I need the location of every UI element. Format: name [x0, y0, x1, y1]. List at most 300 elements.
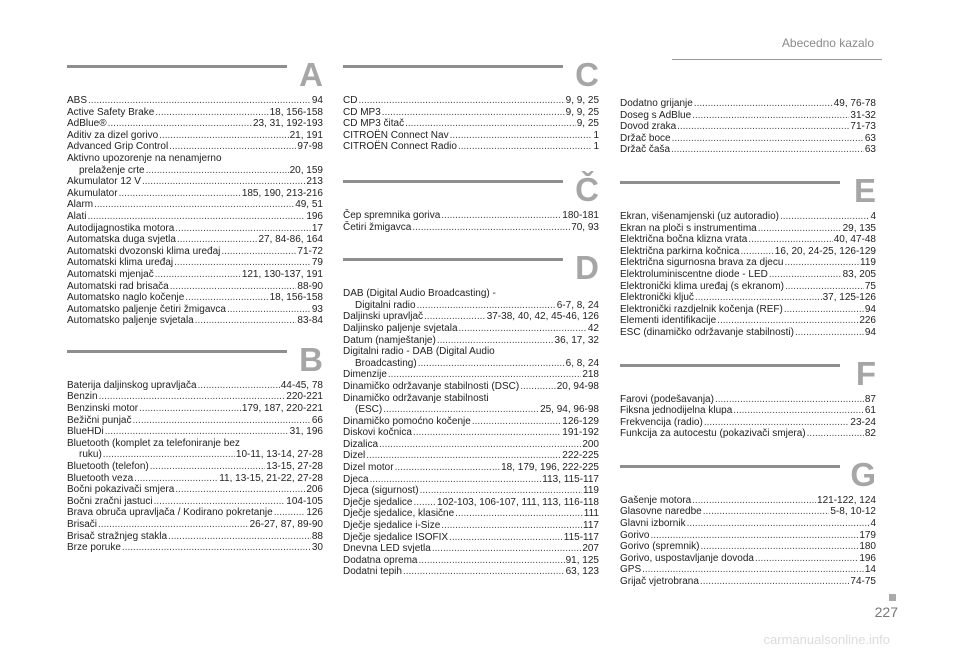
dot-leader — [358, 95, 564, 107]
index-entry[interactable] — [343, 520, 599, 532]
entry-pages[interactable]: 23, 31, 192-193 — [252, 118, 323, 130]
index-entry[interactable] — [620, 564, 876, 576]
index-entry[interactable] — [67, 130, 323, 142]
entry-pages[interactable]: 1 — [593, 129, 599, 141]
entry-term: Automatski rad brisača — [67, 280, 169, 292]
index-entry[interactable] — [343, 508, 599, 520]
index-entry[interactable] — [343, 450, 599, 462]
section-letter: A — [299, 56, 323, 93]
entry-pages[interactable]: 49, 51 — [295, 199, 323, 211]
entry-term: Dodatni tepih — [343, 566, 402, 578]
entry-pages[interactable]: 13-15, 27-28 — [266, 461, 323, 473]
index-entry[interactable] — [620, 428, 876, 440]
index-entry[interactable] — [67, 246, 323, 258]
index-entry[interactable] — [620, 518, 876, 530]
dot-leader — [99, 391, 286, 403]
entry-term: CD — [343, 95, 358, 106]
entry-pages[interactable]: 71-73 — [850, 121, 876, 133]
entry-pages[interactable]: 18, 156-158 — [269, 292, 323, 304]
dot-leader — [370, 474, 542, 486]
header-rule — [672, 59, 882, 60]
index-entry[interactable] — [620, 315, 876, 327]
entry-pages[interactable]: 97-98 — [297, 141, 323, 153]
entry-pages[interactable]: 88-90 — [297, 280, 323, 292]
dot-leader — [687, 518, 870, 530]
entry-term: Glavni izbornik — [620, 518, 686, 530]
entry-pages[interactable]: 63, 123 — [565, 566, 599, 578]
entry-term: Gašenje motora — [620, 494, 692, 506]
section-c-caron — [343, 170, 599, 233]
entry-pages[interactable]: 220-221 — [286, 391, 323, 403]
entry-term: Automatski mjenjač — [67, 268, 154, 280]
index-entry[interactable] — [343, 222, 599, 234]
index-entry[interactable] — [620, 281, 876, 293]
entry-pages[interactable]: 18, 179, 196, 222-225 — [501, 462, 599, 474]
section-rule — [620, 181, 840, 184]
index-entry-heading: DAB (Digital Audio Broadcasting) - — [343, 288, 496, 300]
index-entry[interactable] — [343, 555, 599, 567]
entry-pages[interactable]: 94 — [311, 95, 323, 106]
section-g — [620, 455, 876, 588]
entry-pages[interactable]: 104-105 — [286, 495, 323, 507]
entry-pages[interactable]: 20, 94-98 — [556, 380, 599, 392]
entry-pages[interactable]: 37, 125-126 — [822, 292, 876, 304]
entry-pages[interactable]: 36, 17, 32 — [554, 334, 599, 346]
dot-leader — [672, 133, 864, 145]
entry-term: Čep spremnika goriva — [343, 209, 441, 221]
dot-leader — [472, 416, 561, 428]
dot-leader — [715, 394, 864, 406]
index-entry[interactable] — [620, 292, 876, 304]
entry-pages[interactable]: 31, 196 — [289, 426, 323, 438]
dot-leader — [437, 335, 554, 347]
entry-pages[interactable]: 49, 76-78 — [833, 98, 876, 109]
index-entry[interactable] — [620, 553, 876, 565]
entry-pages[interactable]: 121, 130-137, 191 — [241, 268, 323, 280]
entry-pages[interactable]: 93 — [311, 303, 323, 315]
entry-term: Advanced Grip Control — [67, 141, 169, 153]
entry-pages[interactable]: 6, 8, 24 — [565, 357, 599, 369]
index-entry[interactable] — [343, 543, 599, 555]
index-entry[interactable] — [343, 404, 599, 416]
entry-term: Četiri žmigavca — [343, 221, 412, 233]
dot-leader — [175, 484, 305, 496]
entry-term: Bežični punjač — [67, 414, 132, 426]
index-entry[interactable] — [620, 417, 876, 429]
dot-leader — [146, 165, 289, 177]
entry-list — [343, 95, 599, 153]
entry-pages[interactable]: 94 — [864, 326, 876, 338]
index-entry[interactable] — [67, 281, 323, 293]
index-entry[interactable] — [67, 531, 323, 543]
entry-pages[interactable]: 11, 13-15, 21-22, 27-28 — [219, 472, 323, 484]
entry-pages[interactable]: 115-117 — [563, 531, 599, 543]
entry-pages[interactable]: 14 — [864, 564, 876, 576]
section-c — [343, 56, 599, 153]
entry-pages[interactable]: 6-7, 8, 24 — [556, 299, 599, 311]
dot-leader — [432, 543, 581, 555]
index-entry[interactable] — [620, 506, 876, 518]
entry-term: ESC (dinamičko održavanje stabilnosti) — [620, 326, 794, 338]
entry-pages[interactable]: 5-8, 10-12 — [830, 506, 876, 518]
dot-leader — [441, 520, 582, 532]
section-rule — [343, 180, 563, 183]
entry-pages[interactable]: 31-32 — [850, 109, 876, 121]
index-entry[interactable] — [620, 541, 876, 553]
page-header-title: Abecedno kazalo — [781, 36, 874, 50]
section-header — [343, 170, 599, 210]
entry-pages[interactable]: 26-27, 87, 89-90 — [249, 519, 323, 530]
entry-pages[interactable]: 9, 9, 25 — [565, 95, 599, 106]
dot-leader — [755, 553, 858, 565]
index-entry[interactable] — [67, 141, 323, 153]
entry-pages[interactable]: 1 — [593, 141, 599, 153]
dot-leader — [221, 246, 296, 258]
index-entry[interactable] — [343, 311, 599, 323]
entry-term: Električna bočna klizna vrata — [620, 234, 748, 246]
entry-pages[interactable]: 83, 205 — [842, 268, 876, 280]
entry-pages[interactable]: 70, 93 — [571, 221, 599, 233]
index-entry[interactable] — [343, 485, 599, 497]
entry-term: Dimenzije — [343, 369, 387, 381]
index-entry[interactable] — [343, 532, 599, 544]
dot-leader — [185, 292, 268, 304]
index-entry[interactable] — [67, 234, 323, 246]
index-entry[interactable] — [67, 426, 323, 438]
dot-leader — [174, 257, 311, 269]
entry-list — [620, 495, 876, 588]
index-entry[interactable] — [620, 98, 876, 110]
index-entry[interactable] — [67, 199, 323, 211]
entry-pages[interactable]: 200 — [582, 438, 599, 450]
index-entry[interactable] — [620, 269, 876, 281]
entry-term: Automatska duga svjetla — [67, 234, 176, 246]
entry-term: Djeca (sigurnost) — [343, 485, 419, 497]
index-entry[interactable] — [620, 327, 876, 339]
entry-pages[interactable]: 179, 187, 220-221 — [241, 403, 323, 415]
dot-leader — [177, 234, 258, 246]
entry-pages[interactable]: 44-45, 78 — [280, 379, 323, 391]
index-entry[interactable] — [620, 211, 876, 223]
entry-term: Funkcija za autocestu (pokazivači smjera) — [620, 428, 806, 440]
index-entry[interactable] — [67, 176, 323, 188]
index-entry[interactable] — [343, 210, 599, 222]
entry-list — [620, 98, 876, 156]
entry-pages[interactable]: 18, 156-158 — [269, 106, 323, 118]
section-header — [620, 171, 876, 211]
index-entry[interactable] — [67, 315, 323, 327]
dot-leader — [132, 415, 310, 427]
entry-pages[interactable]: 185, 190, 213-216 — [241, 187, 323, 199]
entry-term: Baterija daljinskog upravljača — [67, 379, 197, 391]
dot-leader — [671, 144, 864, 156]
entry-term: Elektronički klima uređaj (s ekranom) — [620, 280, 784, 292]
section-letter: D — [575, 249, 599, 287]
entry-pages[interactable]: 119 — [583, 485, 599, 497]
entry-list — [67, 95, 323, 327]
entry-pages[interactable]: 9, 9, 25 — [565, 106, 599, 118]
entry-pages[interactable]: 126-129 — [562, 415, 599, 427]
index-entry[interactable] — [620, 576, 876, 588]
dot-leader — [458, 141, 593, 153]
entry-pages[interactable]: 71-72 — [297, 245, 323, 257]
index-entry[interactable] — [343, 95, 599, 107]
entry-term: Dječje sjedalice — [343, 496, 413, 508]
entry-pages[interactable]: 82 — [864, 428, 876, 440]
dot-leader — [455, 508, 583, 520]
dot-leader — [424, 311, 486, 323]
entry-term: Elektronički razdjelnik kočenja (REF) — [620, 303, 783, 315]
index-entry[interactable] — [620, 133, 876, 145]
entry-pages[interactable]: 37-38, 40, 42, 45-46, 126 — [486, 311, 599, 323]
entry-pages[interactable]: 83-84 — [297, 315, 323, 327]
entry-pages[interactable]: 9, 25 — [576, 118, 599, 130]
entry-term: Datum (namještanje) — [343, 334, 436, 346]
entry-pages[interactable]: 119 — [860, 257, 876, 269]
entry-pages[interactable]: 206 — [306, 484, 323, 496]
entry-term: Dnevna LED svjetla — [343, 543, 431, 555]
watermark: carmanualsonline.info — [763, 632, 890, 647]
index-entry[interactable] — [343, 381, 599, 393]
dot-leader — [366, 450, 561, 462]
entry-pages[interactable]: 4 — [870, 210, 876, 222]
entry-term: Aditiv za dizel gorivo — [67, 129, 159, 141]
index-entry[interactable] — [67, 484, 323, 496]
dot-leader — [784, 257, 859, 269]
entry-pages[interactable]: 79 — [311, 257, 323, 269]
entry-pages[interactable]: 63 — [864, 144, 876, 156]
entry-term: Digitalni radio — [355, 299, 416, 311]
index-entry[interactable] — [67, 473, 323, 485]
index-entry[interactable] — [620, 304, 876, 316]
index-entry[interactable] — [67, 292, 323, 304]
entry-pages[interactable]: 4 — [870, 518, 876, 530]
entry-pages[interactable]: 102-103, 106-107, 111, 113, 116-118 — [437, 496, 599, 508]
index-entry[interactable] — [343, 130, 599, 142]
index-entry[interactable] — [343, 335, 599, 347]
index-entry[interactable] — [67, 304, 323, 316]
dot-leader — [395, 462, 501, 474]
index-column-2 — [343, 56, 599, 578]
entry-pages[interactable]: 213 — [306, 176, 323, 188]
index-entry[interactable] — [620, 495, 876, 507]
index-entry[interactable] — [67, 449, 323, 461]
section-rule — [620, 364, 840, 367]
entry-pages[interactable]: 126 — [306, 507, 323, 519]
entry-pages[interactable]: 179 — [859, 529, 876, 541]
index-entry[interactable] — [620, 144, 876, 156]
dot-leader — [450, 130, 593, 142]
dot-leader — [168, 531, 311, 543]
index-entry[interactable] — [67, 403, 323, 415]
entry-pages[interactable]: 61 — [864, 405, 876, 417]
index-entry[interactable] — [620, 530, 876, 542]
entry-term: Daljinski upravljač — [343, 311, 424, 323]
entry-term: Brava obruča upravljača / Kodirano pokretanje — [67, 507, 273, 519]
index-entry[interactable] — [67, 391, 323, 403]
entry-pages[interactable]: 88 — [311, 530, 323, 542]
section-rule — [67, 350, 287, 353]
index-entry[interactable] — [343, 118, 599, 130]
entry-term: Automatski dvozonski klima uređaj — [67, 245, 221, 257]
section-e — [620, 171, 876, 339]
index-entry[interactable] — [67, 415, 323, 427]
dot-leader — [733, 405, 864, 417]
index-entry[interactable] — [343, 141, 599, 153]
index-entry[interactable] — [343, 427, 599, 439]
entry-term: Automatski klima uređaj — [67, 257, 174, 269]
entry-pages[interactable]: 66 — [311, 414, 323, 426]
section-rule — [620, 465, 840, 468]
dot-leader — [139, 403, 241, 415]
index-entry[interactable] — [620, 110, 876, 122]
index-entry[interactable] — [620, 257, 876, 269]
dot-leader — [695, 292, 822, 304]
entry-pages[interactable]: 16, 20, 24-25, 126-129 — [774, 245, 876, 257]
index-entry[interactable] — [343, 323, 599, 335]
index-entry[interactable] — [67, 118, 323, 130]
index-entry[interactable] — [67, 223, 323, 235]
entry-pages[interactable]: 20, 159 — [289, 164, 323, 176]
entry-pages[interactable]: 23-24 — [850, 416, 876, 428]
entry-term: Ekran, višenamjenski (uz autoradio) — [620, 210, 779, 222]
index-entry[interactable] — [67, 519, 323, 531]
dot-leader — [418, 358, 565, 370]
entry-pages[interactable]: 25, 94, 96-98 — [540, 404, 599, 416]
dot-leader — [155, 107, 268, 119]
entry-pages[interactable]: 226 — [859, 315, 876, 327]
entry-term: Frekvencija (radio) — [620, 416, 703, 428]
index-entry[interactable] — [343, 416, 599, 428]
entry-term: Elementi identifikacije — [620, 315, 717, 327]
entry-term: Elektronički ključ — [620, 292, 694, 304]
index-entry[interactable] — [67, 257, 323, 269]
entry-list — [620, 394, 876, 440]
entry-pages[interactable]: 87 — [864, 393, 876, 405]
index-entry[interactable] — [343, 107, 599, 119]
index-entry[interactable] — [343, 358, 599, 370]
entry-pages[interactable]: 27, 84-86, 164 — [258, 234, 323, 246]
index-entry[interactable] — [67, 507, 323, 519]
entry-term: ruku) — [79, 449, 102, 461]
dot-leader — [413, 427, 561, 439]
entry-term: Dodatna oprema — [343, 554, 418, 566]
index-entry[interactable] — [620, 121, 876, 133]
section-header — [620, 455, 876, 495]
index-entry[interactable] — [343, 566, 599, 578]
entry-pages[interactable]: 30 — [311, 542, 323, 554]
index-entry[interactable] — [620, 223, 876, 235]
index-entry[interactable] — [620, 234, 876, 246]
entry-pages[interactable]: 180-181 — [562, 209, 599, 221]
index-entry[interactable] — [67, 542, 323, 554]
index-entry[interactable] — [343, 497, 599, 509]
entry-pages[interactable]: 10-11, 13-14, 27-28 — [235, 449, 323, 461]
index-entry[interactable] — [620, 246, 876, 258]
index-entry[interactable] — [343, 369, 599, 381]
entry-list — [343, 288, 599, 578]
section-b — [67, 340, 323, 554]
entry-pages[interactable]: 196 — [859, 552, 876, 564]
entry-term: Grijač vjetrobrana — [620, 576, 699, 588]
entry-pages[interactable]: 29, 135 — [842, 222, 876, 234]
entry-term: AdBlue® — [67, 118, 107, 130]
dot-leader — [142, 176, 305, 188]
entry-pages[interactable]: 222-225 — [562, 450, 599, 462]
dot-leader — [382, 107, 565, 119]
entry-pages[interactable]: 63 — [864, 132, 876, 144]
index-entry[interactable] — [67, 380, 323, 392]
entry-pages[interactable]: 74-75 — [850, 576, 876, 588]
index-entry[interactable] — [343, 462, 599, 474]
dot-leader — [677, 121, 849, 133]
dot-leader — [169, 141, 296, 153]
entry-pages[interactable]: 40, 47-48 — [833, 234, 876, 246]
entry-term: Autodijagnostika motora — [67, 222, 175, 234]
entry-pages[interactable]: 180 — [859, 541, 876, 553]
entry-pages[interactable]: 196 — [306, 210, 323, 222]
dot-leader — [88, 95, 311, 107]
entry-pages[interactable]: 21, 191 — [289, 129, 323, 141]
entry-pages[interactable]: 117 — [583, 520, 599, 532]
entry-pages[interactable]: 191-192 — [562, 427, 599, 439]
section-rule — [343, 65, 563, 68]
entry-pages[interactable]: 121-122, 124 — [817, 494, 876, 506]
dot-leader — [155, 269, 241, 281]
section-header — [343, 249, 599, 288]
entry-term: Dječje sjedalice i-Size — [343, 520, 441, 532]
entry-term: Glasovne naredbe — [620, 506, 702, 518]
dot-leader — [441, 210, 561, 222]
index-entry[interactable] — [67, 107, 323, 119]
entry-term: Gorivo, uspostavljanje dovoda — [620, 552, 754, 564]
index-entry[interactable] — [67, 95, 323, 107]
entry-list — [620, 211, 876, 339]
index-entry[interactable] — [343, 439, 599, 451]
index-entry[interactable] — [67, 165, 323, 177]
section-letter: B — [299, 340, 323, 378]
dot-leader — [195, 315, 297, 327]
entry-pages[interactable]: 94 — [864, 303, 876, 315]
entry-term: Električna sigurnosna brava za djecu — [620, 257, 784, 269]
entry-pages[interactable]: 17 — [311, 222, 323, 234]
dot-leader — [703, 506, 830, 518]
index-entry[interactable] — [343, 474, 599, 486]
index-entry[interactable] — [67, 461, 323, 473]
dot-leader — [227, 304, 311, 316]
section-letter: F — [855, 354, 876, 392]
entry-pages[interactable]: 91, 125 — [565, 554, 599, 566]
dot-leader — [692, 495, 816, 507]
index-entry[interactable] — [67, 211, 323, 223]
index-entry[interactable] — [67, 269, 323, 281]
entry-term: Automatsko paljenje četiri žmigavca — [67, 303, 226, 315]
index-entry[interactable] — [620, 394, 876, 406]
index-entry[interactable] — [620, 405, 876, 417]
entry-pages[interactable]: 113, 115-117 — [542, 473, 599, 485]
entry-term: Dizel — [343, 450, 366, 462]
entry-pages[interactable]: 111 — [583, 508, 599, 520]
entry-pages[interactable]: 218 — [582, 369, 599, 381]
index-entry[interactable] — [67, 188, 323, 200]
index-entry[interactable] — [343, 300, 599, 312]
entry-pages[interactable]: 207 — [582, 543, 599, 555]
index-entry[interactable] — [67, 496, 323, 508]
entry-pages[interactable]: 75 — [864, 280, 876, 292]
entry-term: Akumulator 12 V — [67, 176, 141, 188]
entry-pages[interactable]: 42 — [587, 322, 599, 334]
index-entry-heading: Aktivno upozorenje na nenamjerno — [67, 152, 222, 164]
